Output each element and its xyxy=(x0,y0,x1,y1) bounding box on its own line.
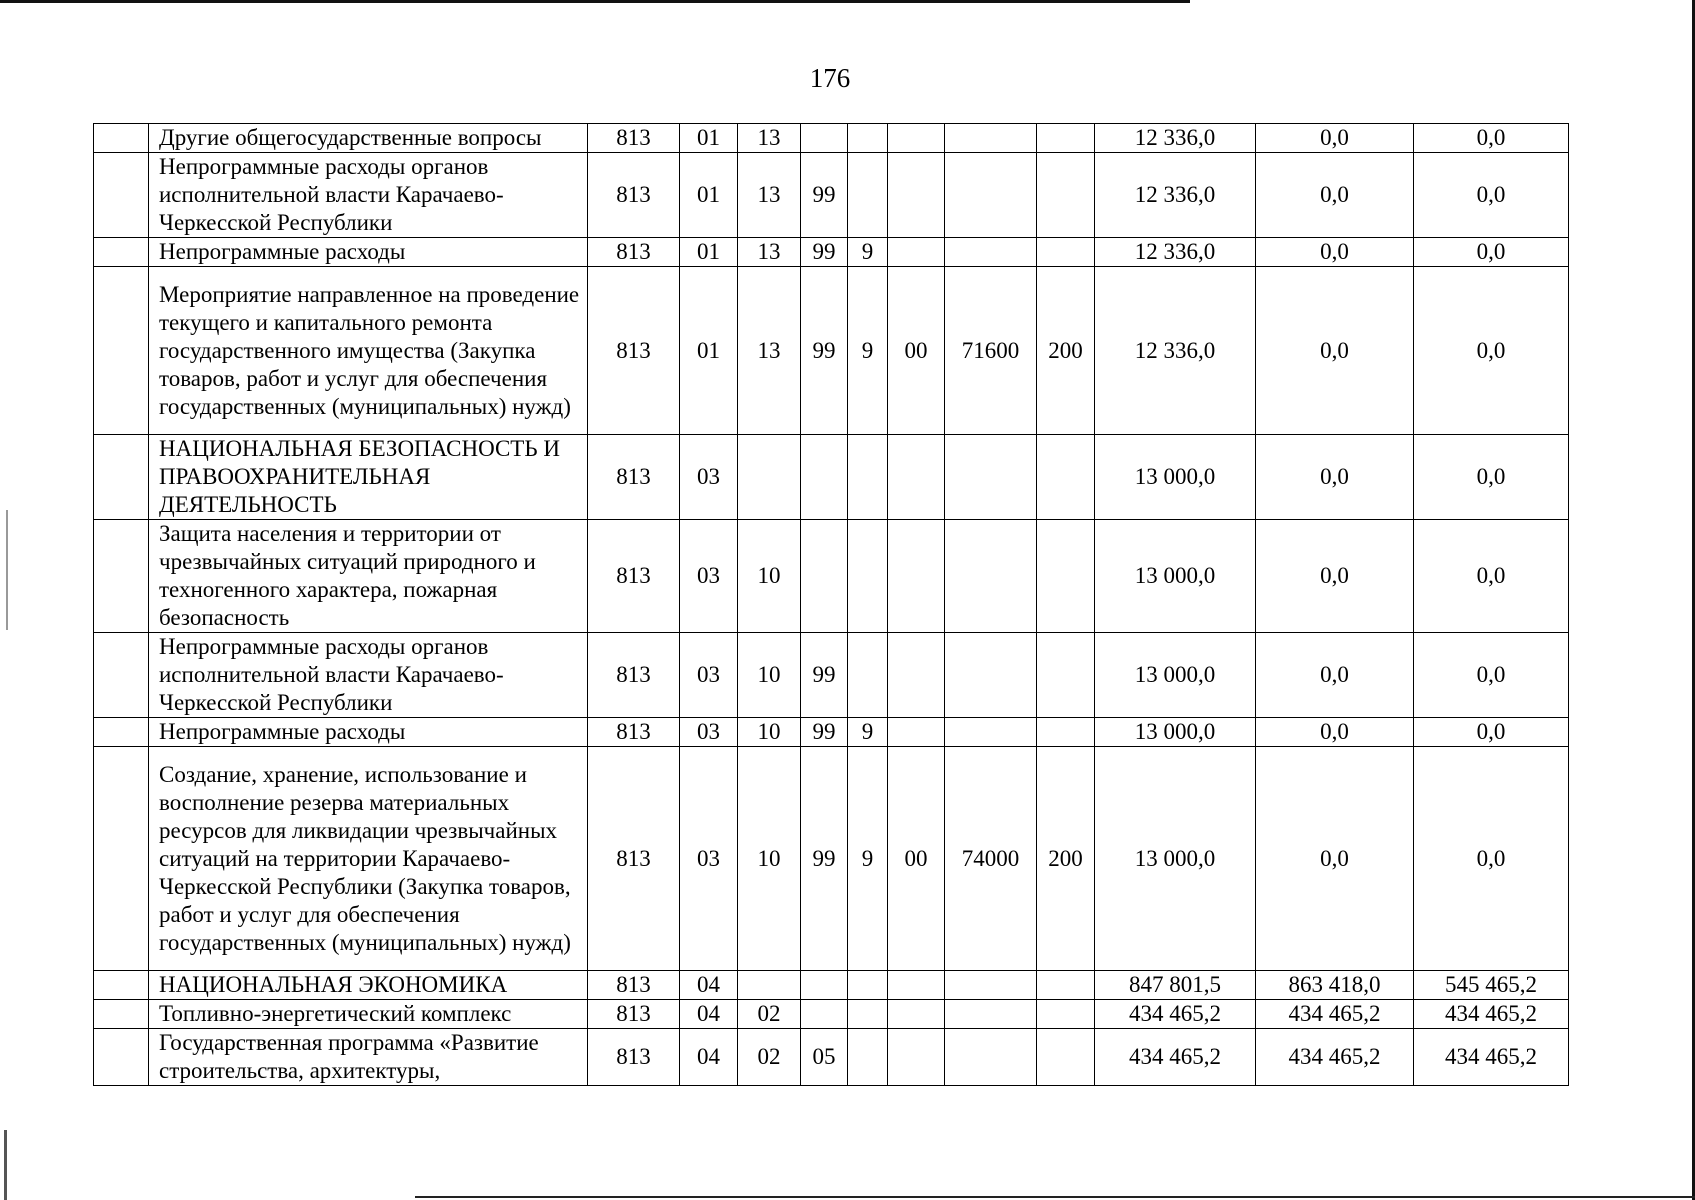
code-activity xyxy=(888,633,945,718)
code-ministry: 813 xyxy=(588,153,680,238)
row-number-cell xyxy=(94,747,149,971)
amount-year-3: 434 465,2 xyxy=(1414,1029,1569,1086)
row-number-cell xyxy=(94,124,149,153)
code-activity xyxy=(888,1029,945,1086)
code-expense-type xyxy=(1037,435,1095,520)
code-activity xyxy=(888,718,945,747)
code-direction xyxy=(945,238,1037,267)
amount-year-2: 0,0 xyxy=(1256,633,1414,718)
amount-year-3: 0,0 xyxy=(1414,267,1569,435)
amount-year-1: 13 000,0 xyxy=(1095,435,1256,520)
code-subprogram xyxy=(848,971,888,1000)
code-section: 03 xyxy=(680,520,738,633)
code-subsection: 13 xyxy=(738,153,801,238)
code-program xyxy=(801,520,848,633)
table-row xyxy=(94,267,1569,435)
amount-year-1: 12 336,0 xyxy=(1095,124,1256,153)
code-section: 04 xyxy=(680,1029,738,1086)
code-subsection: 02 xyxy=(738,1029,801,1086)
code-program xyxy=(801,1000,848,1029)
code-subsection xyxy=(738,435,801,520)
amount-year-2: 0,0 xyxy=(1256,238,1414,267)
code-program: 99 xyxy=(801,238,848,267)
amount-year-3: 434 465,2 xyxy=(1414,1000,1569,1029)
code-direction xyxy=(945,1029,1037,1086)
scan-mark-left-bottom xyxy=(4,1130,7,1200)
row-name: Непрограммные расходы xyxy=(149,238,588,267)
amount-year-3: 0,0 xyxy=(1414,633,1569,718)
row-name: Непрограммные расходы органов исполнительной власти Карачаево-Черкесской Республики xyxy=(149,153,588,238)
row-name: Мероприятие направленное на проведение текущего и капитального ремонта государственного имущества (Закупка товаров, работ и услуг для обеспечения государственных (муниципальных) нужд) xyxy=(149,267,588,435)
code-subprogram: 9 xyxy=(848,718,888,747)
code-ministry: 813 xyxy=(588,971,680,1000)
amount-year-1: 434 465,2 xyxy=(1095,1029,1256,1086)
code-activity xyxy=(888,971,945,1000)
amount-year-2: 863 418,0 xyxy=(1256,971,1414,1000)
budget-table xyxy=(93,123,1569,1086)
code-activity xyxy=(888,435,945,520)
code-expense-type: 200 xyxy=(1037,747,1095,971)
code-subprogram xyxy=(848,633,888,718)
amount-year-3: 0,0 xyxy=(1414,718,1569,747)
row-number-cell xyxy=(94,238,149,267)
code-section: 01 xyxy=(680,238,738,267)
scan-edge-top xyxy=(0,0,1190,3)
code-direction xyxy=(945,971,1037,1000)
code-direction xyxy=(945,633,1037,718)
code-ministry: 813 xyxy=(588,1029,680,1086)
amount-year-1: 13 000,0 xyxy=(1095,633,1256,718)
row-number-cell xyxy=(94,1000,149,1029)
amount-year-3: 0,0 xyxy=(1414,520,1569,633)
code-activity: 00 xyxy=(888,267,945,435)
code-activity xyxy=(888,153,945,238)
amount-year-1: 434 465,2 xyxy=(1095,1000,1256,1029)
code-activity xyxy=(888,124,945,153)
code-subsection: 13 xyxy=(738,267,801,435)
amount-year-3: 545 465,2 xyxy=(1414,971,1569,1000)
code-ministry: 813 xyxy=(588,520,680,633)
code-direction xyxy=(945,124,1037,153)
amount-year-2: 0,0 xyxy=(1256,520,1414,633)
code-section: 01 xyxy=(680,124,738,153)
code-section: 01 xyxy=(680,153,738,238)
amount-year-2: 434 465,2 xyxy=(1256,1029,1414,1086)
amount-year-2: 0,0 xyxy=(1256,747,1414,971)
code-section: 03 xyxy=(680,718,738,747)
amount-year-2: 0,0 xyxy=(1256,718,1414,747)
amount-year-2: 0,0 xyxy=(1256,153,1414,238)
row-name: НАЦИОНАЛЬНАЯ ЭКОНОМИКА xyxy=(149,971,588,1000)
code-program: 99 xyxy=(801,747,848,971)
row-number-cell xyxy=(94,153,149,238)
code-subsection: 02 xyxy=(738,1000,801,1029)
code-subsection: 10 xyxy=(738,718,801,747)
amount-year-2: 0,0 xyxy=(1256,267,1414,435)
row-name: Непрограммные расходы органов исполнительной власти Карачаево-Черкесской Республики xyxy=(149,633,588,718)
row-name: Непрограммные расходы xyxy=(149,718,588,747)
code-direction xyxy=(945,520,1037,633)
code-subprogram xyxy=(848,520,888,633)
table-row xyxy=(94,747,1569,971)
table-row xyxy=(94,718,1569,747)
code-subprogram: 9 xyxy=(848,747,888,971)
code-direction xyxy=(945,718,1037,747)
table-row xyxy=(94,1000,1569,1029)
table-row xyxy=(94,435,1569,520)
amount-year-3: 0,0 xyxy=(1414,238,1569,267)
code-direction: 74000 xyxy=(945,747,1037,971)
code-section: 01 xyxy=(680,267,738,435)
table-row xyxy=(94,238,1569,267)
code-program: 05 xyxy=(801,1029,848,1086)
code-ministry: 813 xyxy=(588,718,680,747)
table-row xyxy=(94,971,1569,1000)
code-subsection: 10 xyxy=(738,747,801,971)
code-expense-type xyxy=(1037,971,1095,1000)
table-row xyxy=(94,633,1569,718)
code-expense-type xyxy=(1037,520,1095,633)
code-direction: 71600 xyxy=(945,267,1037,435)
amount-year-1: 13 000,0 xyxy=(1095,718,1256,747)
row-number-cell xyxy=(94,520,149,633)
code-section: 03 xyxy=(680,633,738,718)
amount-year-1: 12 336,0 xyxy=(1095,267,1256,435)
amount-year-2: 434 465,2 xyxy=(1256,1000,1414,1029)
code-subprogram: 9 xyxy=(848,238,888,267)
code-ministry: 813 xyxy=(588,124,680,153)
row-name: Другие общегосударственные вопросы xyxy=(149,124,588,153)
row-number-cell xyxy=(94,1029,149,1086)
code-expense-type xyxy=(1037,1000,1095,1029)
row-name: Топливно-энергетический комплекс xyxy=(149,1000,588,1029)
code-activity xyxy=(888,520,945,633)
code-section: 04 xyxy=(680,971,738,1000)
amount-year-2: 0,0 xyxy=(1256,124,1414,153)
code-direction xyxy=(945,435,1037,520)
code-section: 03 xyxy=(680,747,738,971)
code-subsection: 10 xyxy=(738,633,801,718)
code-activity xyxy=(888,1000,945,1029)
row-name: НАЦИОНАЛЬНАЯ БЕЗОПАСНОСТЬ И ПРАВООХРАНИТЕЛЬНАЯ ДЕЯТЕЛЬНОСТЬ xyxy=(149,435,588,520)
code-ministry: 813 xyxy=(588,1000,680,1029)
code-activity: 00 xyxy=(888,747,945,971)
code-expense-type xyxy=(1037,153,1095,238)
amount-year-3: 0,0 xyxy=(1414,124,1569,153)
code-direction xyxy=(945,1000,1037,1029)
code-ministry: 813 xyxy=(588,267,680,435)
code-section: 04 xyxy=(680,1000,738,1029)
row-number-cell xyxy=(94,267,149,435)
code-program xyxy=(801,971,848,1000)
code-direction xyxy=(945,153,1037,238)
code-ministry: 813 xyxy=(588,238,680,267)
code-ministry: 813 xyxy=(588,747,680,971)
code-subprogram xyxy=(848,153,888,238)
code-program xyxy=(801,124,848,153)
row-number-cell xyxy=(94,435,149,520)
amount-year-1: 12 336,0 xyxy=(1095,153,1256,238)
code-subsection: 10 xyxy=(738,520,801,633)
amount-year-3: 0,0 xyxy=(1414,747,1569,971)
code-program: 99 xyxy=(801,153,848,238)
row-number-cell xyxy=(94,718,149,747)
amount-year-1: 13 000,0 xyxy=(1095,520,1256,633)
amount-year-1: 847 801,5 xyxy=(1095,971,1256,1000)
table-row xyxy=(94,124,1569,153)
scan-mark-left xyxy=(6,510,8,630)
code-subprogram: 9 xyxy=(848,267,888,435)
code-expense-type xyxy=(1037,1029,1095,1086)
row-number-cell xyxy=(94,971,149,1000)
code-subsection: 13 xyxy=(738,238,801,267)
code-program xyxy=(801,435,848,520)
code-subprogram xyxy=(848,1000,888,1029)
row-name: Защита населения и территории от чрезвычайных ситуаций природного и техногенного характера, пожарная безопасность xyxy=(149,520,588,633)
table-row xyxy=(94,153,1569,238)
amount-year-2: 0,0 xyxy=(1256,435,1414,520)
amount-year-3: 0,0 xyxy=(1414,435,1569,520)
code-program: 99 xyxy=(801,633,848,718)
scan-edge-bottom xyxy=(415,1196,1695,1198)
code-subsection xyxy=(738,971,801,1000)
code-subprogram xyxy=(848,1029,888,1086)
code-section: 03 xyxy=(680,435,738,520)
code-subprogram xyxy=(848,435,888,520)
code-program: 99 xyxy=(801,718,848,747)
table-row xyxy=(94,1029,1569,1086)
code-expense-type xyxy=(1037,238,1095,267)
page-number: 176 xyxy=(809,63,851,93)
code-activity xyxy=(888,238,945,267)
row-name: Государственная программа «Развитие строительства, архитектуры, xyxy=(149,1029,588,1086)
code-expense-type: 200 xyxy=(1037,267,1095,435)
code-subsection: 13 xyxy=(738,124,801,153)
code-ministry: 813 xyxy=(588,633,680,718)
code-program: 99 xyxy=(801,267,848,435)
code-expense-type xyxy=(1037,124,1095,153)
code-subprogram xyxy=(848,124,888,153)
amount-year-3: 0,0 xyxy=(1414,153,1569,238)
row-name: Создание, хранение, использование и восполнение резерва материальных ресурсов для ликвидации чрезвычайных ситуаций на территории Карачаево-Черкесской Республики (Закупка товаров, работ и услуг для обеспечения государственных (муниципальных) нужд) xyxy=(149,747,588,971)
table-row xyxy=(94,520,1569,633)
amount-year-1: 12 336,0 xyxy=(1095,238,1256,267)
code-ministry: 813 xyxy=(588,435,680,520)
code-expense-type xyxy=(1037,718,1095,747)
amount-year-1: 13 000,0 xyxy=(1095,747,1256,971)
code-expense-type xyxy=(1037,633,1095,718)
row-number-cell xyxy=(94,633,149,718)
